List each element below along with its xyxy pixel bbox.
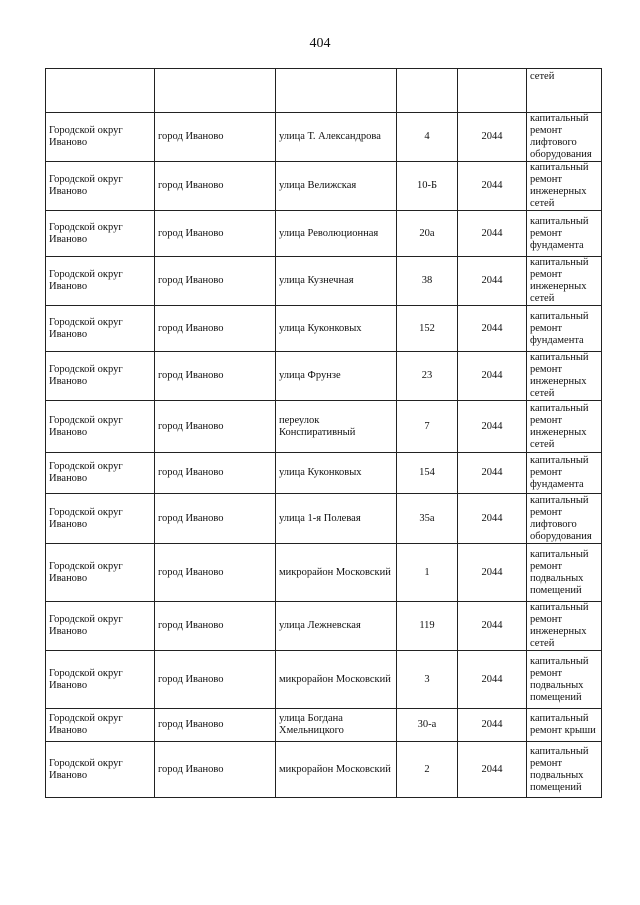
cell-okrug: Городской округ Иваново — [46, 211, 155, 257]
table-row — [46, 69, 602, 113]
cell-okrug: Городской округ Иваново — [46, 651, 155, 709]
cell-street: улица Богдана Хмельницкого — [276, 709, 397, 742]
page-number: 404 — [309, 36, 331, 51]
cell-house: 3 — [397, 651, 458, 709]
cell-house: 152 — [397, 306, 458, 352]
table-row — [46, 352, 602, 401]
cell-year: 2044 — [458, 162, 527, 211]
cell-house: 35а — [397, 494, 458, 544]
cell-okrug: Городской округ Иваново — [46, 401, 155, 453]
cell-year: 2044 — [458, 401, 527, 453]
cell-city: город Иваново — [155, 306, 276, 352]
cell-street — [276, 69, 397, 113]
cell-city: город Иваново — [155, 602, 276, 651]
table-row — [46, 651, 602, 709]
cell-year: 2044 — [458, 709, 527, 742]
cell-okrug: Городской округ Иваново — [46, 113, 155, 162]
cell-city: город Иваново — [155, 651, 276, 709]
cell-year: 2044 — [458, 494, 527, 544]
cell-okrug: Городской округ Иваново — [46, 257, 155, 306]
cell-work: капитальный ремонт подвальных помещений — [527, 651, 602, 709]
cell-year: 2044 — [458, 352, 527, 401]
cell-work: капитальный ремонт фундамента — [527, 306, 602, 352]
cell-okrug: Городской округ Иваново — [46, 602, 155, 651]
cell-city: город Иваново — [155, 113, 276, 162]
table-row — [46, 602, 602, 651]
cell-year: 2044 — [458, 211, 527, 257]
cell-house: 20а — [397, 211, 458, 257]
cell-year: 2044 — [458, 306, 527, 352]
cell-house: 23 — [397, 352, 458, 401]
cell-okrug: Городской округ Иваново — [46, 352, 155, 401]
cell-okrug: Городской округ Иваново — [46, 494, 155, 544]
cell-city: город Иваново — [155, 544, 276, 602]
cell-city: город Иваново — [155, 494, 276, 544]
cell-city: город Иваново — [155, 352, 276, 401]
cell-okrug: Городской округ Иваново — [46, 544, 155, 602]
cell-house: 1 — [397, 544, 458, 602]
cell-city: город Иваново — [155, 742, 276, 798]
cell-house: 2 — [397, 742, 458, 798]
cell-work: капитальный ремонт инженерных сетей — [527, 162, 602, 211]
cell-okrug: Городской округ Иваново — [46, 306, 155, 352]
cell-year: 2044 — [458, 742, 527, 798]
cell-year: 2044 — [458, 453, 527, 494]
table-row — [46, 709, 602, 742]
cell-year — [458, 69, 527, 113]
cell-street: улица Велижская — [276, 162, 397, 211]
cell-street: улица Революционная — [276, 211, 397, 257]
cell-house: 7 — [397, 401, 458, 453]
cell-year: 2044 — [458, 544, 527, 602]
cell-work: капитальный ремонт лифтового оборудования — [527, 113, 602, 162]
cell-work: капитальный ремонт крыши — [527, 709, 602, 742]
cell-house: 119 — [397, 602, 458, 651]
cell-house: 10-Б — [397, 162, 458, 211]
table-row — [46, 453, 602, 494]
cell-work: капитальный ремонт инженерных сетей — [527, 401, 602, 453]
cell-okrug: Городской округ Иваново — [46, 742, 155, 798]
cell-work: капитальный ремонт лифтового оборудования — [527, 494, 602, 544]
cell-house: 4 — [397, 113, 458, 162]
cell-house — [397, 69, 458, 113]
cell-year: 2044 — [458, 651, 527, 709]
cell-street: микрорайон Московский — [276, 742, 397, 798]
cell-street: улица 1-я Полевая — [276, 494, 397, 544]
cell-city: город Иваново — [155, 162, 276, 211]
cell-year: 2044 — [458, 257, 527, 306]
cell-city — [155, 69, 276, 113]
table-row — [46, 162, 602, 211]
cell-house: 30-а — [397, 709, 458, 742]
cell-work: капитальный ремонт подвальных помещений — [527, 742, 602, 798]
cell-street: улица Фрунзе — [276, 352, 397, 401]
table-row — [46, 544, 602, 602]
cell-city: город Иваново — [155, 453, 276, 494]
cell-street: улица Куконковых — [276, 453, 397, 494]
cell-work: капитальный ремонт инженерных сетей — [527, 257, 602, 306]
cell-work: сетей — [527, 69, 602, 113]
cell-work: капитальный ремонт инженерных сетей — [527, 602, 602, 651]
table-row — [46, 306, 602, 352]
cell-okrug: Городской округ Иваново — [46, 709, 155, 742]
cell-city: город Иваново — [155, 211, 276, 257]
cell-house: 154 — [397, 453, 458, 494]
table-row — [46, 742, 602, 798]
cell-street: улица Лежневская — [276, 602, 397, 651]
cell-street: улица Кузнечная — [276, 257, 397, 306]
cell-work: капитальный ремонт фундамента — [527, 453, 602, 494]
cell-year: 2044 — [458, 602, 527, 651]
cell-street: микрорайон Московский — [276, 544, 397, 602]
cell-work: капитальный ремонт инженерных сетей — [527, 352, 602, 401]
cell-year: 2044 — [458, 113, 527, 162]
cell-okrug — [46, 69, 155, 113]
table-row — [46, 113, 602, 162]
cell-house: 38 — [397, 257, 458, 306]
repair-plan-table — [45, 68, 602, 798]
cell-city: город Иваново — [155, 709, 276, 742]
cell-city: город Иваново — [155, 401, 276, 453]
cell-city: город Иваново — [155, 257, 276, 306]
cell-okrug: Городской округ Иваново — [46, 162, 155, 211]
table-row — [46, 401, 602, 453]
cell-street: переулок Конспиративный — [276, 401, 397, 453]
cell-work: капитальный ремонт подвальных помещений — [527, 544, 602, 602]
cell-okrug: Городской округ Иваново — [46, 453, 155, 494]
cell-street: микрорайон Московский — [276, 651, 397, 709]
table-row — [46, 494, 602, 544]
cell-street: улица Куконковых — [276, 306, 397, 352]
table-row — [46, 257, 602, 306]
cell-work: капитальный ремонт фундамента — [527, 211, 602, 257]
table-row — [46, 211, 602, 257]
cell-street: улица Т. Александрова — [276, 113, 397, 162]
